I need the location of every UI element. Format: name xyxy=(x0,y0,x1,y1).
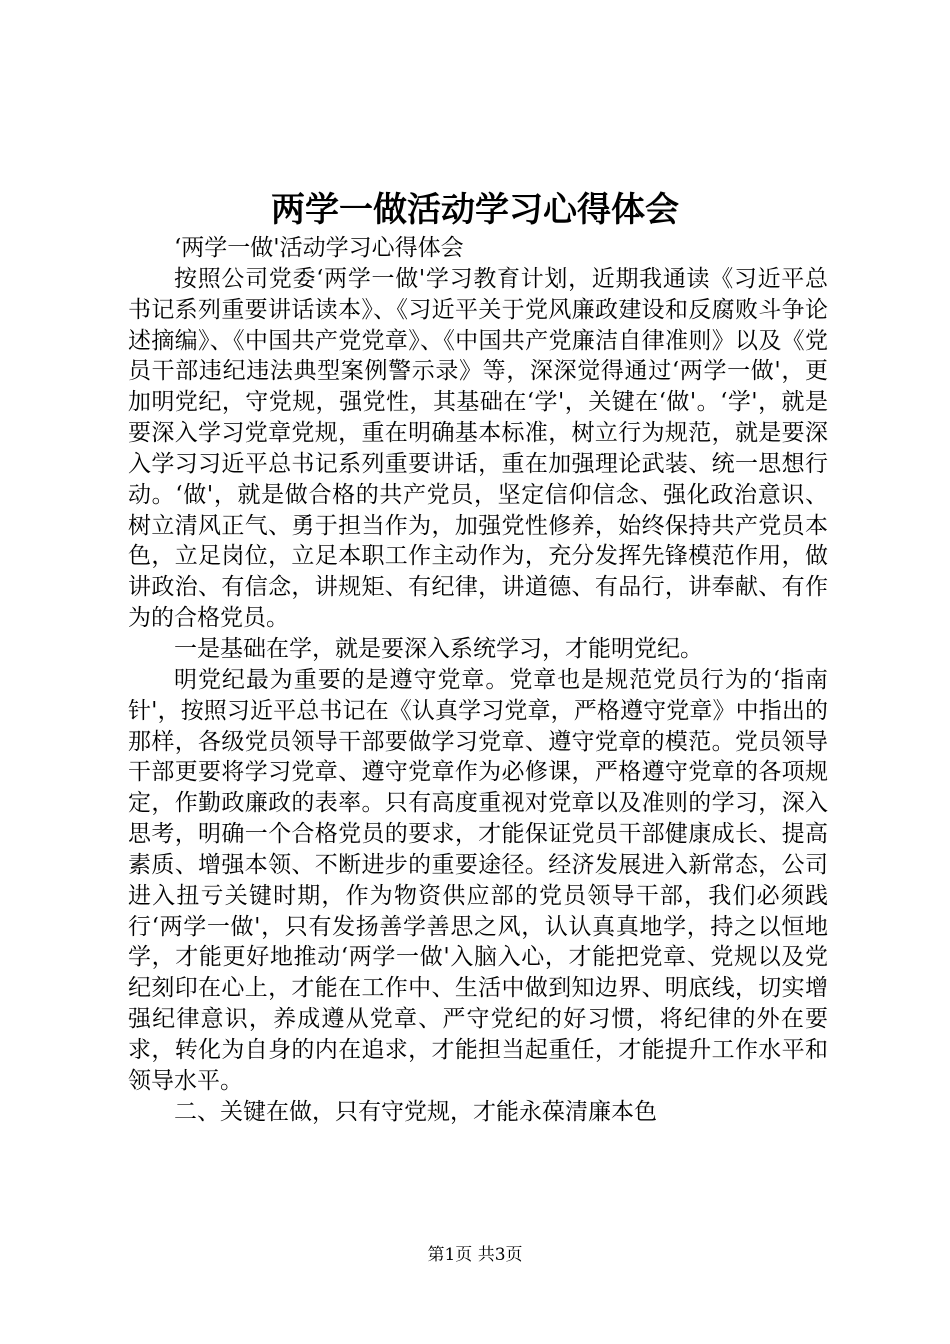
document-title: 两学一做活动学习心得体会 xyxy=(271,190,679,230)
document-body xyxy=(128,233,828,1127)
page-number-footer: 第1页 共3页 xyxy=(427,1245,523,1265)
section-one-heading: 一是基础在学，就是要深入系统学习，才能明党纪。 xyxy=(174,635,703,662)
section-one-paragraph: 明党纪最为重要的是遵守党章。党章也是规范党员行为的‘指南针'，按照习近平总书记在《认真学习党章，严格遵守党章》中指出的那样，各级党员领导干部要做学习党章、遵守党章的模范。党员领导干部更要将学习党章、遵守党章作为必修课，严格遵守党章的各项规定，作勤政廉政的表率。只有高度重视对党章以及准则的学习，深入思考，明确一个合格党员的要求，才能保证党员干部健康成长、提高素质、增强本领、不断进步的重要途径。经济发展进入新常态，公司进入扭亏关键时期，作为物资供应部的党员领导干部，我们必须践行‘两学一做'，只有发扬善学善思之风，认认真真地学，持之以恒地学，才能更好地推动‘两学一做'入脑入心，才能把党章、党规以及党纪刻印在心上，才能在工作中、生活中做到知边界、明底线，切实增强纪律意识，养成遵从党章、严守党纪的好习惯，将纪律的外在要求，转化为自身的内在追求，才能担当起重任，才能提升工作水平和领导水平。 xyxy=(128,666,828,1094)
subtitle-paragraph: ‘两学一做'活动学习心得体会 xyxy=(174,235,464,261)
section-two-heading: 二、关键在做，只有守党规，才能永葆清廉本色 xyxy=(174,1098,657,1125)
intro-paragraph: 按照公司党委‘两学一做'学习教育计划，近期我通读《习近平总书记系列重要讲话读本》、《习近平关于党风廉政建设和反腐败斗争论述摘编》、《中国共产党党章》、《中国共产党廉洁自律准则》以及《党员干部违纪违法典型案例警示录》等，深深觉得通过‘两学一做'，更加明党纪，守党规，强党性，其基础在‘学'，关键在‘做'。‘学'，就是要深入学习党章党规，重在明确基本标准，树立行为规范，就是要深入学习习近平总书记系列重要讲话，重在加强理论武装、统一思想行动。‘做'，就是做合格的共产党员，坚定信仰信念、强化政治意识、树立清风正气、勇于担当作为，加强党性修养，始终保持共产党员本色，立足岗位，立足本职工作主动作为，充分发挥先锋模范作用，做讲政治、有信念，讲规矩、有纪律，讲道德、有品行，讲奉献、有作为的合格党员。 xyxy=(128,265,828,632)
